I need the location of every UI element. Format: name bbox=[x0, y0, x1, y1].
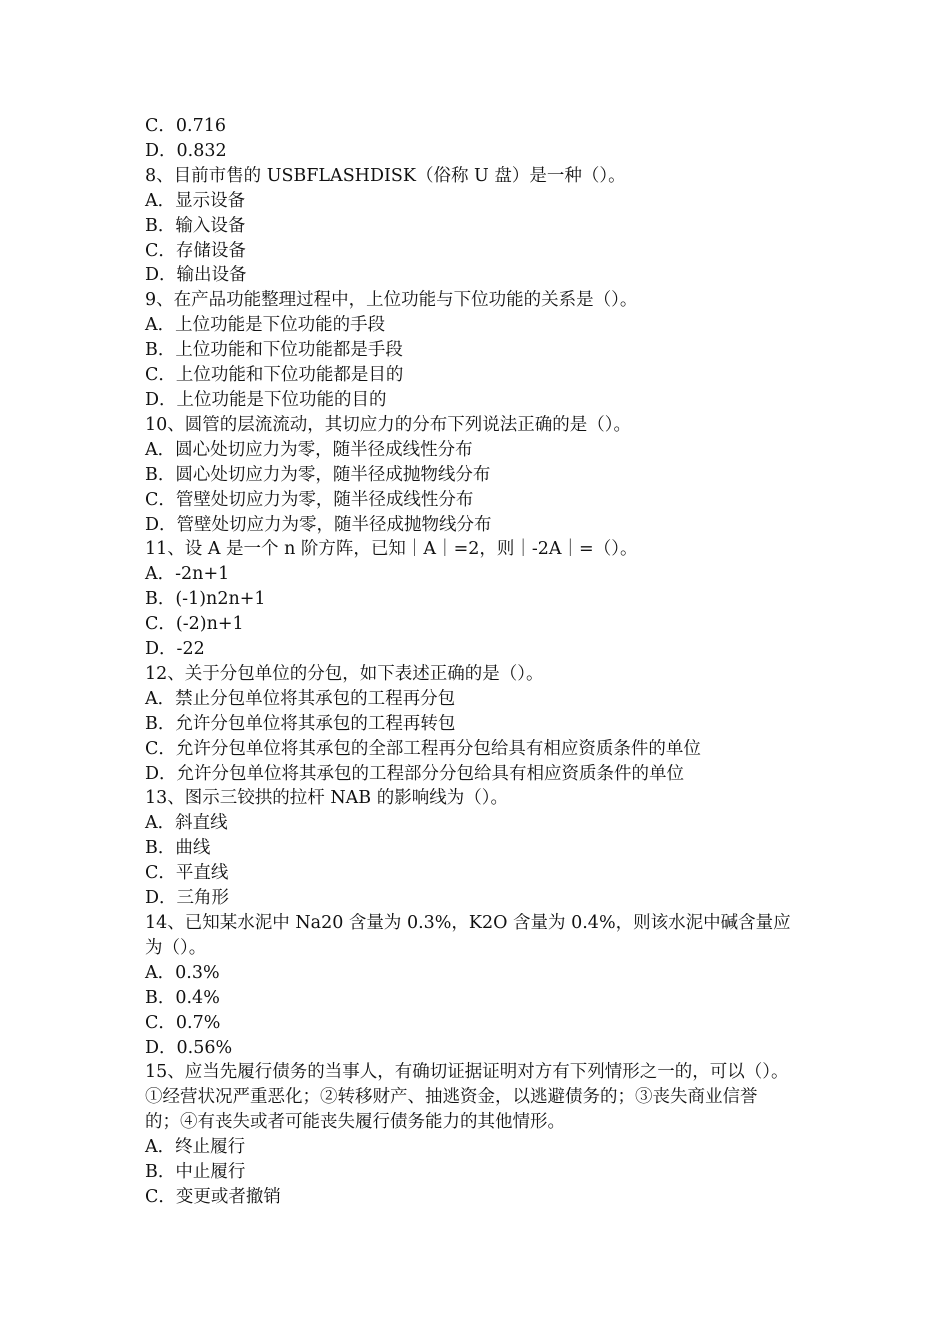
option-c-q11: C．(-2)n+1 bbox=[145, 614, 244, 635]
option-c-q13: C．平直线 bbox=[145, 863, 229, 884]
question-11-stem: 11、设 A 是一个 n 阶方阵，已知｜A｜=2，则｜-2A｜=（）。 bbox=[145, 539, 638, 560]
option-b-q10: B．圆心处切应力为零，随半径成抛物线分布 bbox=[145, 464, 491, 485]
option-c-q10: C．管壁处切应力为零，随半径成线性分布 bbox=[145, 489, 474, 510]
option-a-q12: A．禁止分包单位将其承包的工程再分包 bbox=[145, 688, 456, 709]
option-c-q12: C．允许分包单位将其承包的全部工程再分包给具有相应资质条件的单位 bbox=[145, 738, 701, 759]
question-14-stem-line-2: 为（）。 bbox=[145, 937, 207, 958]
option-d-q11: D．-22 bbox=[145, 639, 205, 660]
option-d-q14: D．0.56% bbox=[145, 1037, 233, 1058]
option-b-q9: B．上位功能和下位功能都是手段 bbox=[145, 340, 403, 361]
option-b-q12: B．允许分包单位将其承包的工程再转包 bbox=[145, 713, 456, 734]
option-d-q7: D．0.832 bbox=[145, 140, 227, 161]
option-a-q11: A．-2n+1 bbox=[145, 564, 230, 585]
option-d-q8: D．输出设备 bbox=[145, 265, 247, 286]
question-8-stem: 8、目前市售的 USBFLASHDISK（俗称 U 盘）是一种（）。 bbox=[145, 165, 626, 186]
option-d-q9: D．上位功能是下位功能的目的 bbox=[145, 389, 387, 410]
option-b-q11: B．(-1)n2n+1 bbox=[145, 589, 266, 610]
option-b-q8: B．输入设备 bbox=[145, 215, 246, 236]
question-15-stem-line-2: ①经营状况严重恶化；②转移财产、抽逃资金，以逃避债务的；③丧失商业信誉 bbox=[145, 1087, 758, 1108]
option-a-q10: A．圆心处切应力为零，随半径成线性分布 bbox=[145, 439, 473, 460]
option-a-q8: A．显示设备 bbox=[145, 190, 246, 211]
option-a-q13: A．斜直线 bbox=[145, 813, 228, 834]
document-body bbox=[145, 114, 811, 1210]
question-14-stem-line-1: 14、已知某水泥中 Na20 含量为 0.3%，K2O 含量为 0.4%，则该水泥中碱含量应 bbox=[145, 913, 791, 933]
option-c-q9: C．上位功能和下位功能都是目的 bbox=[145, 365, 404, 386]
question-10-stem: 10、圆管的层流流动，其切应力的分布下列说法正确的是（）。 bbox=[145, 414, 632, 435]
option-b-q13: B．曲线 bbox=[145, 838, 211, 859]
question-12-stem: 12、关于分包单位的分包，如下表述正确的是（）。 bbox=[145, 663, 544, 684]
option-c-q8: C．存储设备 bbox=[145, 240, 246, 261]
question-15-stem-line-3: 的；④有丧失或者可能丧失履行债务能力的其他情形。 bbox=[145, 1112, 565, 1133]
option-b-q14: B．0.4% bbox=[145, 987, 220, 1008]
question-15-stem-line-1: 15、应当先履行债务的当事人，有确切证据证明对方有下列情形之一的，可以（）。 bbox=[145, 1062, 789, 1083]
option-c-q14: C．0.7% bbox=[145, 1012, 221, 1033]
question-9-stem: 9、在产品功能整理过程中，上位功能与下位功能的关系是（）。 bbox=[145, 290, 638, 311]
option-d-q12: D．允许分包单位将其承包的工程部分分包给具有相应资质条件的单位 bbox=[145, 763, 685, 784]
option-a-q15: A．终止履行 bbox=[145, 1137, 246, 1158]
option-c-q7: C．0.716 bbox=[145, 116, 226, 136]
option-a-q14: A．0.3% bbox=[145, 962, 220, 983]
option-c-q15: C．变更或者撤销 bbox=[145, 1186, 281, 1207]
option-d-q10: D．管壁处切应力为零，随半径成抛物线分布 bbox=[145, 514, 492, 535]
option-b-q15: B．中止履行 bbox=[145, 1162, 246, 1183]
option-d-q13: D．三角形 bbox=[145, 888, 230, 909]
option-a-q9: A．上位功能是下位功能的手段 bbox=[145, 315, 386, 336]
question-13-stem: 13、图示三铰拱的拉杆 NAB 的影响线为（）。 bbox=[145, 788, 508, 809]
